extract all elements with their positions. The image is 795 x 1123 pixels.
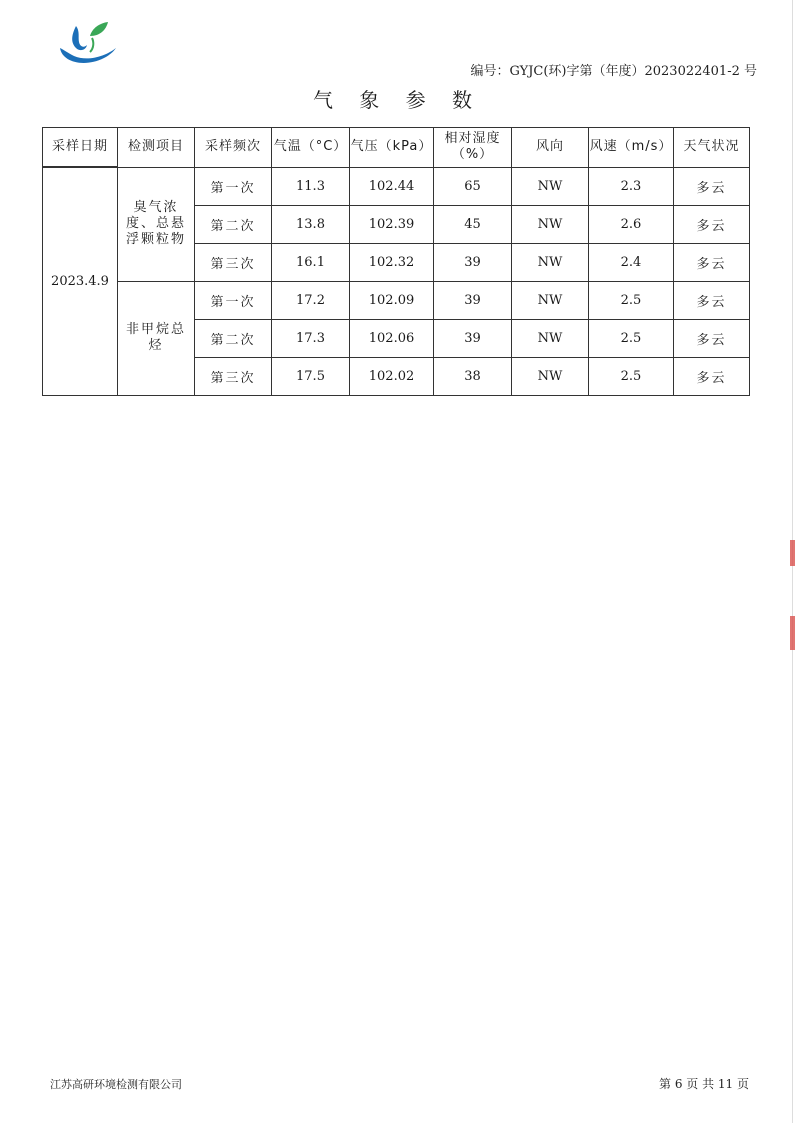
weather-cell: 多云 — [674, 167, 750, 205]
humidity-cell: 39 — [434, 319, 512, 357]
table-row — [43, 167, 750, 205]
weather-cell: 多云 — [674, 243, 750, 281]
temperature-cell: 11.3 — [272, 167, 350, 205]
wind-direction-cell: NW — [512, 243, 589, 281]
header-sampling-date: 采样日期 — [43, 128, 118, 168]
company-name: 江苏高研环境检测有限公司 — [50, 1078, 182, 1091]
temperature-cell: 17.2 — [272, 281, 350, 319]
humidity-cell: 39 — [434, 281, 512, 319]
wind-direction-cell: NW — [512, 357, 589, 395]
wind-speed-cell: 2.3 — [589, 167, 674, 205]
test-item-cell: 臭气浓度、总悬浮颗粒物 — [118, 167, 195, 281]
humidity-cell: 65 — [434, 167, 512, 205]
seal-fragment — [790, 616, 795, 650]
wind-direction-cell: NW — [512, 205, 589, 243]
weather-cell: 多云 — [674, 357, 750, 395]
frequency-cell: 第一次 — [195, 281, 272, 319]
weather-cell: 多云 — [674, 319, 750, 357]
wind-direction-cell: NW — [512, 281, 589, 319]
wind-speed-cell: 2.6 — [589, 205, 674, 243]
pressure-cell: 102.02 — [350, 357, 434, 395]
pressure-cell: 102.09 — [350, 281, 434, 319]
temperature-cell: 17.3 — [272, 319, 350, 357]
frequency-cell: 第二次 — [195, 205, 272, 243]
header-wind-speed: 风速（m/s） — [589, 128, 674, 168]
frequency-cell: 第一次 — [195, 167, 272, 205]
page-number: 第 6 页 共 11 页 — [659, 1077, 749, 1091]
test-item-cell: 非甲烷总烃 — [118, 281, 195, 395]
weather-cell: 多云 — [674, 281, 750, 319]
pressure-cell: 102.32 — [350, 243, 434, 281]
pressure-cell: 102.06 — [350, 319, 434, 357]
seal-fragment — [790, 540, 795, 566]
weather-parameters-table — [42, 127, 750, 396]
temperature-cell: 13.8 — [272, 205, 350, 243]
wind-speed-cell: 2.4 — [589, 243, 674, 281]
frequency-cell: 第二次 — [195, 319, 272, 357]
wind-speed-cell: 2.5 — [589, 319, 674, 357]
temperature-cell: 16.1 — [272, 243, 350, 281]
pressure-cell: 102.44 — [350, 167, 434, 205]
wind-speed-cell: 2.5 — [589, 357, 674, 395]
frequency-cell: 第三次 — [195, 243, 272, 281]
pressure-cell: 102.39 — [350, 205, 434, 243]
header-wind-direction: 风向 — [512, 128, 589, 168]
page-title: 气 象 参 数 — [312, 88, 483, 112]
humidity-cell: 45 — [434, 205, 512, 243]
company-logo — [54, 18, 118, 68]
temperature-cell: 17.5 — [272, 357, 350, 395]
header-test-item: 检测项目 — [118, 128, 195, 168]
wind-speed-cell: 2.5 — [589, 281, 674, 319]
weather-cell: 多云 — [674, 205, 750, 243]
humidity-cell: 39 — [434, 243, 512, 281]
header-sampling-frequency: 采样频次 — [195, 128, 272, 168]
header-humidity: 相对湿度（%） — [434, 128, 512, 168]
sampling-date-cell: 2023.4.9 — [43, 167, 118, 395]
table-row — [43, 281, 750, 319]
header-pressure: 气压（kPa） — [350, 128, 434, 168]
wind-direction-cell: NW — [512, 167, 589, 205]
table-header-row — [43, 128, 750, 168]
wind-direction-cell: NW — [512, 319, 589, 357]
document-number: 编号：GYJC(环)字第（年度）2023022401-2 号 — [470, 64, 757, 79]
frequency-cell: 第三次 — [195, 357, 272, 395]
header-weather: 天气状况 — [674, 128, 750, 168]
humidity-cell: 38 — [434, 357, 512, 395]
header-temperature: 气温（°C） — [272, 128, 350, 168]
